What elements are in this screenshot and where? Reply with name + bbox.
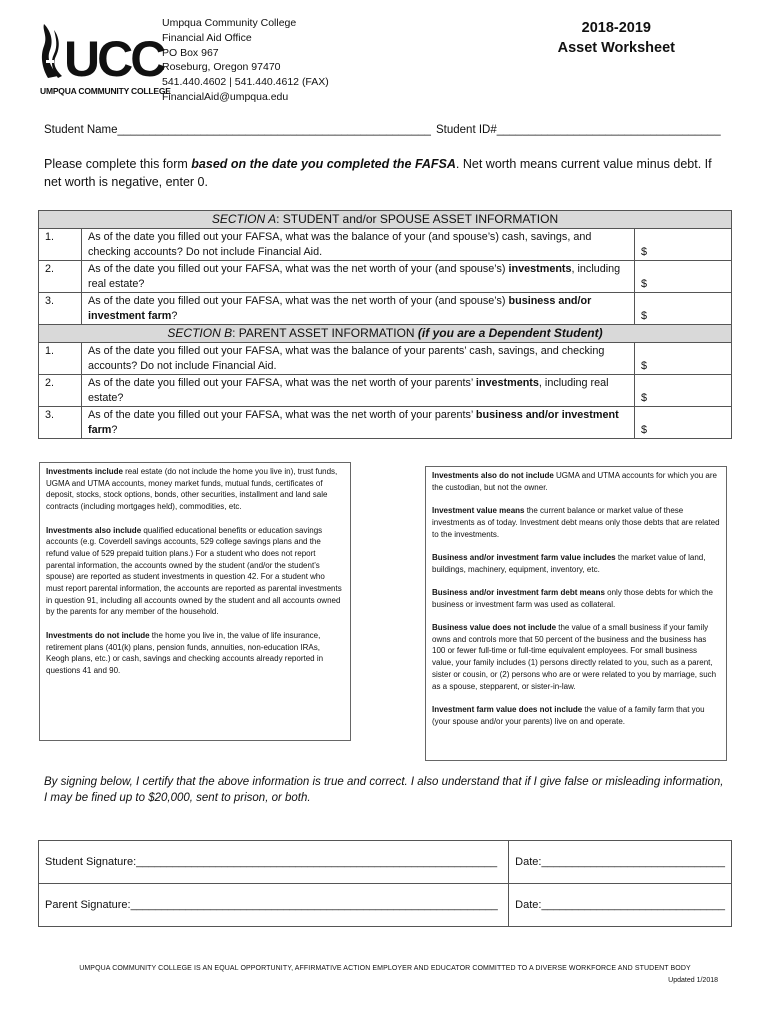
- student-signature-row: [39, 841, 732, 884]
- definition-term: Investments include: [46, 467, 123, 476]
- question-text: [82, 343, 635, 375]
- row-number: 3.: [39, 407, 82, 439]
- student-id-line[interactable]: ___________________________________: [496, 124, 721, 136]
- table-row: [39, 407, 732, 439]
- row-number: 3.: [39, 293, 82, 325]
- parent-signature-line[interactable]: ____________________________________________________________: [130, 899, 498, 911]
- parent-signature-label: Parent Signature:: [45, 899, 131, 911]
- business-definitions-box: [425, 466, 727, 761]
- question-text-end: ?: [171, 309, 178, 322]
- parent-signature-row: [39, 884, 732, 927]
- definition-paragraph: [432, 552, 720, 575]
- definition-text: real estate (do not include the home you live in), trust funds, UGMA and UTMA accounts, money market funds, mutual funds, certificates of deposit, stocks, stock options, bonds, other securities, installment and land sale contracts (including mortgages held), commodities, etc.: [46, 467, 338, 512]
- definition-term: Investments do not include: [46, 630, 150, 640]
- instructions-text: Please complete this form: [44, 157, 192, 171]
- parent-date-field[interactable]: [509, 884, 732, 927]
- row-number: 1.: [39, 343, 82, 375]
- question-text-main: As of the date you filled out your FAFSA, what was the balance of your (and spouse’s) cash, savings, and checking accounts? Do not include Financial Aid.: [88, 231, 592, 258]
- definition-text: the value of a small business if your family owns and controls more that 50 percent of the business and the business has 100 or fewer full-time or full-time equivalent employees. For small business value, your family includes (1) persons directly related to you, such as a parent, sister or cousin, or (2) persons who are or were related to you by marriage, such as a spouse, stepparent, or sister-in-law.: [432, 623, 717, 691]
- updated-date: Updated 1/2018: [668, 977, 718, 984]
- college-logo-subtext: UMPQUA COMMUNITY COLLEGE: [40, 86, 171, 96]
- question-text-main: As of the date you filled out your FAFSA, what was the net worth of your parents’: [88, 409, 476, 421]
- definition-text: UGMA and UTMA accounts for which you are the custodian, but not the owner.: [432, 471, 717, 492]
- section-a-label: SECTION A: [211, 212, 277, 226]
- definition-term: Investment value means: [432, 506, 525, 516]
- section-b-header: [39, 325, 732, 343]
- definition-text: only those debts for which the business or investment farm was used as collateral.: [432, 587, 713, 609]
- student-name-field[interactable]: [44, 124, 431, 136]
- student-name-line[interactable]: _________________________________________________: [117, 124, 431, 136]
- row-number: 2.: [39, 261, 82, 293]
- table-row: [39, 261, 732, 293]
- award-year: 2018-2019: [581, 20, 651, 36]
- amount-input[interactable]: $: [635, 261, 732, 293]
- definition-text: the current balance or market value of these investments as of today. Investment debt means only those debts that are related to the investments.: [432, 506, 720, 539]
- question-text-end: , including real estate?: [88, 263, 621, 290]
- question-text-end: ?: [111, 423, 118, 436]
- definition-text: the home you live in, the value of life insurance, retirement plans (401(k) plans, pension funds, annuities, non-education IRAs, Keogh plans, etc.) or cash, savings and checking accounts already reported in questions 41 and 90.: [46, 630, 324, 675]
- instructions-emphasis: based on the date you completed the FAFSA: [191, 157, 456, 171]
- address-line: Roseburg, Oregon 97470: [162, 61, 281, 74]
- table-row: [39, 229, 732, 261]
- question-emphasis: investments: [475, 377, 539, 389]
- address-line: PO Box 967: [162, 46, 219, 59]
- question-emphasis: business and/or investment farm: [88, 295, 592, 322]
- definition-term: Investments also do not include: [432, 471, 554, 480]
- address-line: 541.440.4602 | 541.440.4612 (FAX): [162, 76, 329, 89]
- amount-input[interactable]: $: [635, 407, 732, 439]
- row-number: 1.: [39, 229, 82, 261]
- definition-term: Business value does not include: [432, 623, 557, 633]
- question-text: [82, 261, 635, 293]
- question-text: [82, 407, 635, 439]
- amount-input[interactable]: $: [635, 229, 732, 261]
- form-title: Asset Worksheet: [557, 40, 675, 56]
- definition-paragraph: [432, 505, 720, 540]
- student-signature-line[interactable]: ___________________________________________________________: [136, 856, 498, 868]
- student-id-field[interactable]: [436, 124, 721, 136]
- definition-term: Business and/or investment farm debt means: [432, 587, 605, 597]
- parent-signature-field[interactable]: [39, 884, 509, 927]
- section-a-title: : STUDENT and/or SPOUSE ASSET INFORMATION: [276, 212, 559, 226]
- instructions-text-end: . Net worth means current value minus debt. If net worth is negative, enter 0.: [44, 157, 712, 189]
- worksheet-title: [558, 18, 675, 58]
- question-text-main: As of the date you filled out your FAFSA, what was the balance of your parents’ cash, savings, and checking accounts? Do not include Financial Aid.: [88, 345, 605, 372]
- section-b-note: (if you are a Dependent Student): [417, 326, 603, 340]
- question-emphasis: business and/or investment farm: [88, 409, 619, 436]
- definition-paragraph: [432, 587, 720, 610]
- definition-text: the market value of land, buildings, machinery, equipment, inventory, etc.: [432, 552, 706, 574]
- definition-term: Investment farm value does not include: [432, 704, 583, 714]
- question-text-end: , including real estate?: [88, 377, 609, 404]
- section-b-title: : PARENT ASSET INFORMATION: [232, 326, 418, 340]
- student-name-label: Student Name: [44, 124, 118, 136]
- footer-statement: UMPQUA COMMUNITY COLLEGE IS AN EQUAL OPPORTUNITY, AFFIRMATIVE ACTION EMPLOYER AND EDUCATOR COMMITTED TO A DIVERSE WORKFORCE AND STUDENT BODY: [79, 965, 691, 972]
- college-address: [162, 16, 329, 105]
- amount-input[interactable]: $: [635, 293, 732, 325]
- table-row: [39, 343, 732, 375]
- question-emphasis: investments: [508, 263, 572, 275]
- student-signature-field[interactable]: [39, 841, 509, 884]
- table-row: [39, 293, 732, 325]
- row-number: 2.: [39, 375, 82, 407]
- question-text: [82, 375, 635, 407]
- signature-table: [38, 840, 732, 927]
- table-row: [39, 375, 732, 407]
- definition-paragraph: [46, 466, 344, 513]
- address-line: Umpqua Community College: [162, 17, 297, 29]
- student-date-field[interactable]: [509, 841, 732, 884]
- parent-date-line[interactable]: ______________________________: [541, 899, 725, 911]
- parent-date-label: Date:: [515, 899, 542, 911]
- college-logo-mark: [40, 20, 164, 87]
- definition-paragraph: [46, 525, 344, 619]
- investment-definitions-box: [39, 462, 351, 741]
- instructions: [44, 155, 724, 191]
- question-text-main: As of the date you filled out your FAFSA, what was the net worth of your (and spouse’s): [88, 263, 509, 275]
- definition-paragraph: [432, 470, 720, 493]
- amount-input[interactable]: $: [635, 375, 732, 407]
- definition-text: the value of a family farm that you (your spouse and/or your parents) live on and operate.: [432, 704, 705, 726]
- definition-text: qualified educational benefits or education savings accounts (e.g. Coverdell savings accounts, 529 college savings plans and the refund value of 529 prepaid tuition plans.) For a student who does not report parental information, the accounts owned by the student (and/or the student’s spouse) are reported as student investments in question 42. For a student who must report parental information, the accounts are reported as parental investments in question 91, including all accounts owned by the student and all accounts owned by the parents for any member of the household.: [46, 525, 342, 617]
- question-text: [82, 293, 635, 325]
- svg-text:UCC: UCC: [64, 31, 164, 87]
- definition-paragraph: [432, 622, 720, 692]
- definition-paragraph: [46, 630, 344, 677]
- amount-input[interactable]: $: [635, 343, 732, 375]
- section-a-header: [39, 211, 732, 229]
- section-b-label: SECTION B: [167, 326, 233, 340]
- student-date-label: Date:: [515, 856, 542, 868]
- definition-term: Business and/or investment farm value includes: [432, 552, 616, 562]
- college-logo: [40, 20, 171, 100]
- definition-term: Investments also include: [46, 525, 142, 535]
- address-email: FinancialAid@umpqua.edu: [162, 90, 289, 103]
- question-text-main: As of the date you filled out your FAFSA, what was the net worth of your parents’: [88, 377, 476, 389]
- student-id-label: Student ID#: [436, 124, 497, 136]
- asset-table: [38, 210, 732, 439]
- question-text: [82, 229, 635, 261]
- certification-statement: By signing below, I certify that the above information is true and correct. I also understand that if I give false or misleading information, I may be fined up to $20,000, sent to prison, or both.: [44, 776, 724, 804]
- student-date-line[interactable]: ______________________________: [541, 856, 725, 868]
- definition-paragraph: [432, 704, 720, 727]
- address-line: Financial Aid Office: [162, 31, 252, 44]
- question-text-main: As of the date you filled out your FAFSA, what was the net worth of your (and spouse’s): [88, 295, 509, 307]
- student-signature-label: Student Signature:: [45, 856, 137, 868]
